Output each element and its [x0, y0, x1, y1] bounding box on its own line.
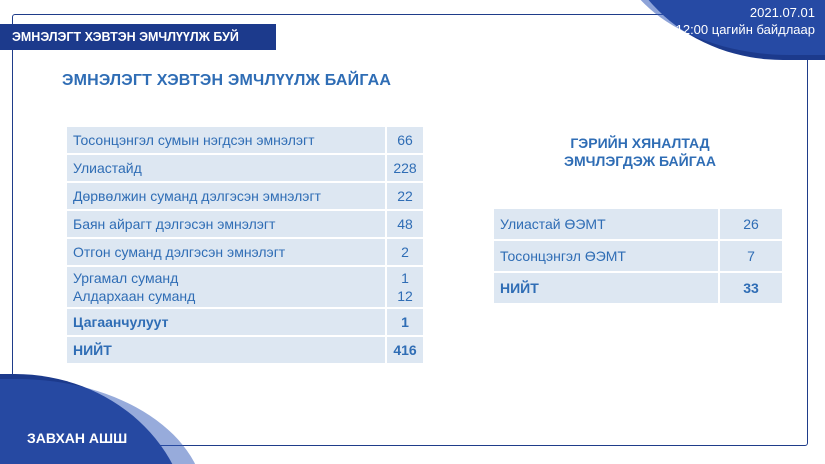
table-row: [67, 267, 425, 309]
hospital-table: [67, 127, 425, 365]
table-row: [67, 127, 425, 155]
table-cell-value-line: 12: [397, 288, 413, 304]
table-cell-name: Тосонцэнгэл сумын нэгдсэн эмнэлэгт: [67, 127, 387, 155]
table-cell-value: 228: [387, 155, 425, 183]
table-cell-value: 33: [720, 273, 784, 305]
header-banner: ЭМНЭЛЭГТ ХЭВТЭН ЭМЧЛҮҮЛЖ БУЙ: [0, 24, 276, 50]
table-row: [494, 241, 784, 273]
table-row: [67, 239, 425, 267]
table-row: [67, 211, 425, 239]
table-cell-value: 416: [387, 337, 425, 365]
table-row-total: [67, 337, 425, 365]
report-time: 12:00 цагийн байдлаар: [675, 22, 815, 37]
table-row: [67, 183, 425, 211]
table-cell-name: НИЙТ: [67, 337, 387, 365]
table-row: [67, 309, 425, 337]
table-cell-value: 22: [387, 183, 425, 211]
table-row: [494, 209, 784, 241]
table-cell-name-line: Алдархаан суманд: [73, 288, 196, 304]
table-cell-name: [67, 267, 387, 309]
table-row: [67, 155, 425, 183]
home-care-title-line: ГЭРИЙН ХЯНАЛТАД: [570, 135, 710, 151]
table-cell-name: Улиастай ӨЭМТ: [494, 209, 720, 241]
home-care-title-line: ЭМЧЛЭГДЭЖ БАЙГАА: [564, 153, 716, 169]
table-cell-value: 26: [720, 209, 784, 241]
table-cell-value: 48: [387, 211, 425, 239]
page-title: ЭМНЭЛЭГТ ХЭВТЭН ЭМЧЛҮҮЛЖ БАЙГАА: [62, 72, 392, 89]
table-cell-value: [387, 267, 425, 309]
report-timestamp: [676, 4, 815, 38]
table-row-total: [494, 273, 784, 305]
table-cell-value-line: 1: [401, 270, 409, 286]
table-cell-value: 2: [387, 239, 425, 267]
table-cell-name: Цагаанчулуут: [67, 309, 387, 337]
table-cell-value: 1: [387, 309, 425, 337]
table-cell-value: 7: [720, 241, 784, 273]
table-cell-name-line: Ургамал суманд: [73, 270, 179, 286]
table-cell-name: Баян айрагт дэлгэсэн эмнэлэгт: [67, 211, 387, 239]
table-cell-name: НИЙТ: [494, 273, 720, 305]
footer-organization: ЗАВХАН АШШ: [27, 430, 128, 446]
report-date: 2021.07.01: [749, 5, 815, 20]
table-cell-name: Улиастайд: [67, 155, 387, 183]
home-care-table: [494, 209, 784, 305]
table-cell-value: 66: [387, 127, 425, 155]
table-cell-name: Дөрвөлжин суманд дэлгэсэн эмнэлэгт: [67, 183, 387, 211]
home-care-title: [540, 134, 740, 170]
table-cell-name: Отгон суманд дэлгэсэн эмнэлэгт: [67, 239, 387, 267]
table-cell-name: Тосонцэнгэл ӨЭМТ: [494, 241, 720, 273]
